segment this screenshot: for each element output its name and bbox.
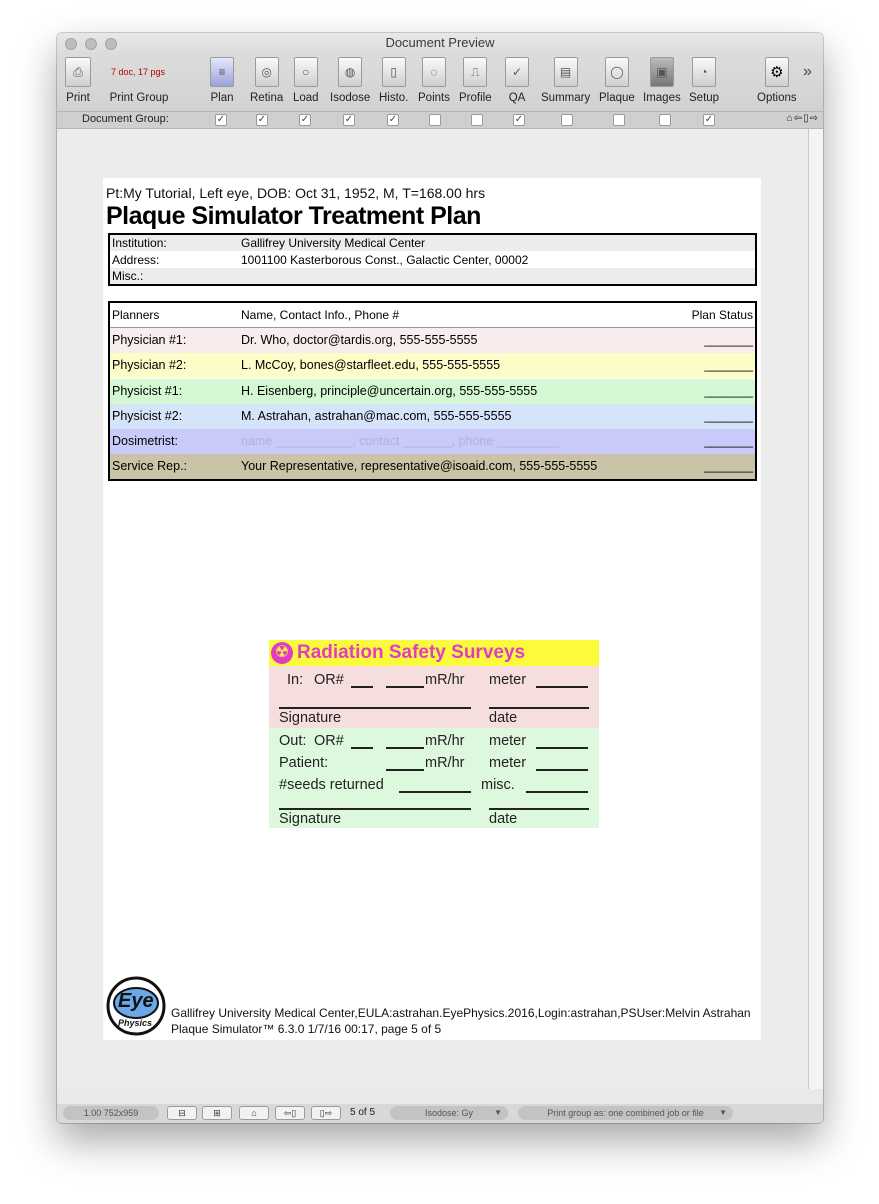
setup-button[interactable] <box>689 57 719 104</box>
toolbar <box>57 53 823 111</box>
histo-label: Histo. <box>379 92 409 104</box>
document-group-bar <box>57 111 823 129</box>
group-checkbox-images[interactable] <box>659 114 671 126</box>
group-checkbox-qa[interactable]: ✓ <box>514 114 524 125</box>
back-icon: ⇦ <box>793 113 804 124</box>
radiation-icon: ☢ <box>271 642 293 664</box>
profile-button[interactable] <box>459 57 492 104</box>
address-row: Address: 1001100 Kasterborous Const., Galactic Center, 00002 <box>110 252 755 268</box>
qa-label: QA <box>508 92 526 104</box>
eyephysics-logo: Eye Physics <box>106 976 166 1036</box>
summary-label: Summary <box>541 92 591 104</box>
summary-icon: ▤ <box>554 57 578 87</box>
points-icon: ◌ <box>422 57 446 87</box>
previous-page-icon: ⇦▯ <box>283 1108 297 1118</box>
patient-line: Pt:My Tutorial, Left eye, DOB: Oct 31, 1952, M, T=168.00 hrs <box>106 185 486 201</box>
group-checkbox-setup[interactable]: ✓ <box>704 114 714 125</box>
planner-row: Physician #2: L. McCoy, bones@starfleet.edu, 555-555-5555 _______ <box>110 353 755 378</box>
close-button[interactable] <box>65 38 77 50</box>
retina-label: Retina <box>250 92 284 104</box>
print-button[interactable] <box>65 57 91 104</box>
page-footer <box>106 976 761 1040</box>
previous-page-button[interactable] <box>275 1106 305 1120</box>
print-label: Print <box>66 92 90 104</box>
next-page-icon: ▯⇨ <box>319 1108 333 1118</box>
plaque-icon: ◯ <box>605 57 629 87</box>
document-group-label: Document Group: <box>82 113 169 125</box>
plaque-label: Plaque <box>599 92 635 104</box>
planner-row: Physicist #2: M. Astrahan, astrahan@mac.com, 555-555-5555 _______ <box>110 404 755 429</box>
qa-icon: ✓ <box>505 57 529 87</box>
load-icon: ○ <box>294 57 318 87</box>
retina-button[interactable] <box>250 57 283 104</box>
planner-row: Physicist #1: H. Eisenberg, principle@uncertain.org, 555-555-5555 _______ <box>110 379 755 404</box>
zoom-in-button[interactable] <box>202 1106 232 1120</box>
histogram-icon: ▯ <box>382 57 406 87</box>
survey-out-section: Out: OR# mR/hr meter Patient: mR/hr meter #seeds returned misc. Signature date <box>269 728 599 828</box>
print-mode-select[interactable]: Print group as: one combined job or file ▼ <box>518 1106 733 1120</box>
zoom-out-button[interactable] <box>167 1106 197 1120</box>
points-label: Points <box>418 92 450 104</box>
summary-button[interactable] <box>541 57 590 104</box>
setup-icon: ◔ <box>692 57 716 87</box>
isodose-label: Isodose <box>330 92 371 104</box>
isodose-select[interactable]: Isodose: Gy ▼ <box>390 1106 508 1120</box>
plan-icon: ≡ <box>210 57 234 87</box>
misc-row: Misc.: <box>110 268 755 284</box>
profile-label: Profile <box>459 92 492 104</box>
footer-line-1: Gallifrey University Medical Center,EULA:astrahan.EyePhysics.2016,Login:astrahan,PSUser:Melvin Astrahan <box>171 1006 751 1020</box>
options-button[interactable] <box>757 57 797 104</box>
zoom-readout: 1.00 752x959 <box>63 1106 159 1120</box>
print-group-button[interactable] <box>109 57 169 104</box>
gear-icon: ⚙ <box>765 57 789 87</box>
window-title: Document Preview <box>385 35 495 50</box>
plan-label: Plan <box>210 92 234 104</box>
home-icon: ⌂ <box>251 1108 257 1118</box>
chevron-down-icon: ▼ <box>494 1108 502 1117</box>
images-label: Images <box>643 92 681 104</box>
zoom-out-icon: ⊟ <box>178 1108 186 1118</box>
document-preview-window <box>57 33 823 1123</box>
minimize-button[interactable] <box>85 38 97 50</box>
radiation-safety-survey <box>269 640 599 828</box>
planner-row: Dosimetrist: name ___________, contact _______, phone _________ _______ <box>110 429 755 454</box>
images-button[interactable] <box>643 57 681 104</box>
printer-icon: ⎙ <box>65 57 91 87</box>
planner-row: Service Rep.: Your Representative, representative@isoaid.com, 555-555-5555 _______ <box>110 454 755 479</box>
profile-icon: ⎍ <box>463 57 487 87</box>
forward-icon: ⇨ <box>809 113 819 124</box>
retina-icon: ◎ <box>255 57 279 87</box>
zoom-in-icon: ⊞ <box>213 1108 221 1118</box>
document-page <box>103 178 761 1040</box>
status-bar <box>57 1104 823 1123</box>
planners-table <box>108 301 757 481</box>
survey-title: Radiation Safety Surveys <box>297 642 526 663</box>
printer-group-icon <box>109 57 169 87</box>
page-icon: ▯ <box>803 113 810 124</box>
load-label: Load <box>293 92 319 104</box>
group-checkbox-points[interactable] <box>429 114 441 126</box>
group-checkbox-load[interactable]: ✓ <box>300 114 310 125</box>
print-group-badge: 7 doc, 17 pgs <box>111 67 166 77</box>
options-label: Options <box>757 92 797 104</box>
page-indicator: 5 of 5 <box>350 1107 376 1118</box>
group-checkbox-plaque[interactable] <box>613 114 625 126</box>
plan-button[interactable] <box>210 57 234 104</box>
survey-in-section: In: OR# mR/hr meter Signature date <box>269 666 599 728</box>
planners-header: Planners Name, Contact Info., Phone # Plan Status <box>110 303 755 328</box>
group-checkbox-summary[interactable] <box>561 114 573 126</box>
points-button[interactable] <box>418 57 450 104</box>
isodose-icon: ◍ <box>338 57 362 87</box>
chevron-down-icon: ▼ <box>719 1108 727 1117</box>
histo-button[interactable] <box>379 57 408 104</box>
zoom-button[interactable] <box>105 38 117 50</box>
setup-label: Setup <box>689 92 720 104</box>
next-page-button[interactable] <box>311 1106 341 1120</box>
print-group-label: Print Group <box>109 92 169 104</box>
preview-area <box>57 129 809 1089</box>
page-title: Plaque Simulator Treatment Plan <box>106 202 481 230</box>
group-checkbox-histo[interactable]: ✓ <box>388 114 398 125</box>
plaque-button[interactable] <box>599 57 635 104</box>
images-icon: ▣ <box>650 57 674 87</box>
group-checkbox-plan[interactable]: ✓ <box>216 114 226 125</box>
survey-header <box>269 640 599 666</box>
title-bar <box>57 33 823 53</box>
footer-line-2: Plaque Simulator™ 6.3.0 1/7/16 00:17, page 5 of 5 <box>171 1022 442 1036</box>
toolbar-overflow-button[interactable]: » <box>803 63 812 80</box>
group-checkbox-profile[interactable] <box>471 114 483 126</box>
group-checkbox-retina[interactable]: ✓ <box>257 114 267 125</box>
institution-row: Institution: Gallifrey University Medical Center <box>110 235 755 251</box>
home-icon: ⌂ <box>786 113 794 124</box>
vertical-scrollbar[interactable] <box>808 129 823 1089</box>
institution-box <box>108 233 757 286</box>
group-nav-icons[interactable] <box>787 113 819 124</box>
home-page-button[interactable] <box>239 1106 269 1120</box>
qa-button[interactable] <box>505 57 529 104</box>
load-button[interactable] <box>293 57 319 104</box>
planner-row: Physician #1: Dr. Who, doctor@tardis.org, 555-555-5555 _______ <box>110 328 755 353</box>
isodose-button[interactable] <box>330 57 370 104</box>
group-checkbox-isodose[interactable]: ✓ <box>344 114 354 125</box>
